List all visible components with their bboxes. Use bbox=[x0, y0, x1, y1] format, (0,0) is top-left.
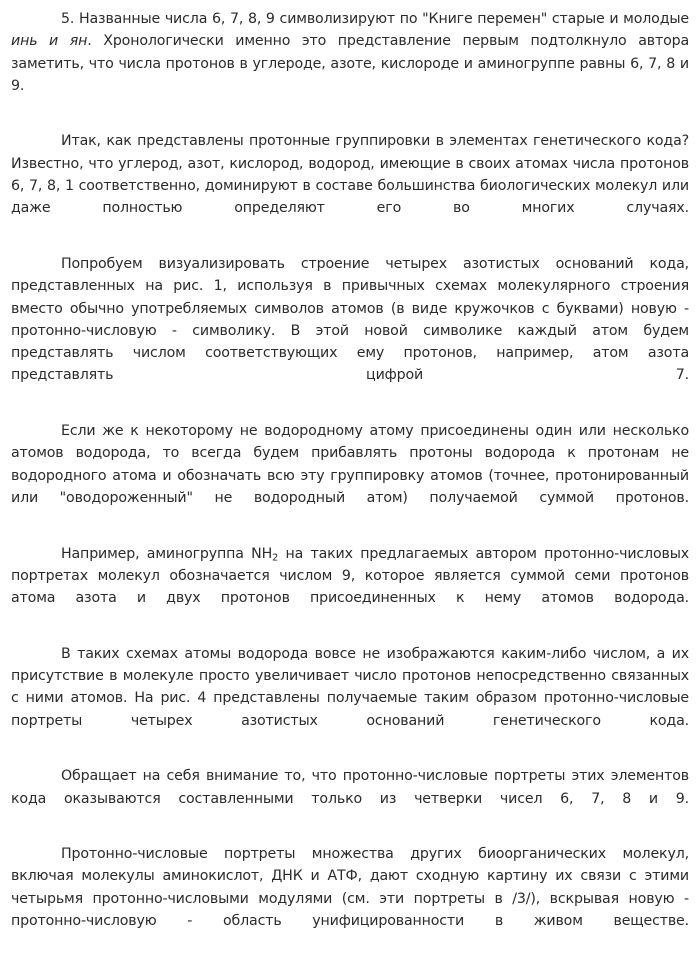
paragraph-1-text-before-italic: 5. Названные числа 6, 7, 8, 9 символизируют по "Книге перемен" старые и молодые bbox=[61, 11, 689, 27]
paragraph-5-text-before-formula: Например, аминогруппа bbox=[61, 545, 252, 562]
paragraph-5-text-after-formula: на таких предлагаемых автором протонно-числовых портретах молекул обозначается числом 9, которое является суммой семи протонов атома азота и двух протонов присоединенных к нему атомов водорода. bbox=[11, 545, 689, 607]
paragraph-1-text-after-italic: . Хронологически именно это представление первым подтолкнуло автора заметить, что числа протонов в углероде, азоте, кислороде и аминогруппе равны 6, 7, 8 и 9. bbox=[11, 33, 689, 94]
paragraph-1-italic-term: инь и ян bbox=[11, 33, 88, 50]
chemical-formula-amino-group bbox=[251, 546, 278, 562]
paragraph-3: Попробуем визуализировать строение четырех азотистых оснований кода, представленных на рис. 1, используя в привычных схемах молекулярного строения вместо обычно употребляемых символов атомов (в виде кружочков с буквами) новую - протонно-числовую - символику. В этой новой символике каждый атом будем представлять числом соответствующих ему протонов, например, атом азота представлять цифрой 7. bbox=[11, 255, 689, 384]
paragraph-5 bbox=[11, 543, 689, 632]
formula-subscript: 2 bbox=[272, 552, 279, 564]
formula-base: NH bbox=[251, 545, 273, 562]
paragraph-1 bbox=[11, 8, 689, 119]
paragraph-4: Если же к некоторому не водородному атому присоединены один или несколько атомов водорода, то всегда будем прибавлять протоны водорода к протонам не водородного атома и обозначать всю эту группировку атомов (точнее, протонированный или "оводороженный" не водородный атом) получаемой суммой протонов. bbox=[11, 423, 689, 506]
paragraph-2: Итак, как представлены протонные группировки в элементах генетического кода? Известно, что углерод, азот, кислород, водород, имеющие в своих атомах числа протонов 6, 7, 8, 1 соответственно, доминируют в составе большинства биологических молекул или даже полностью определяют его во многих случаях. bbox=[11, 133, 689, 217]
paragraph-6: В таких схемах атомы водорода вовсе не изображаются каким-либо числом, а их присутствие в молекуле просто увеличивает число протонов непосредственно связанных с ними атомов. На рис. 4 представлены получаемые таким образом протонно-числовые портреты четырех азотистых оснований генетического кода. bbox=[11, 645, 689, 729]
paragraph-7: Обращает на себя внимание то, что протонно-числовые портреты этих элементов кода оказываются составленными только из четверки чисел 6, 7, 8 и 9. bbox=[11, 768, 689, 807]
paragraph-8: Протонно-числовые портреты множества других биоорганических молекул, включая молекулы аминокислот, ДНК и АТФ, дают сходную картину их связи с этими четырьмя протонно-числовыми модулями (см. эти портреты в /3/), вскрывая новую - протонно-числовую - область унифицированности в живом веществе. bbox=[11, 846, 689, 929]
document-body bbox=[11, 8, 689, 955]
